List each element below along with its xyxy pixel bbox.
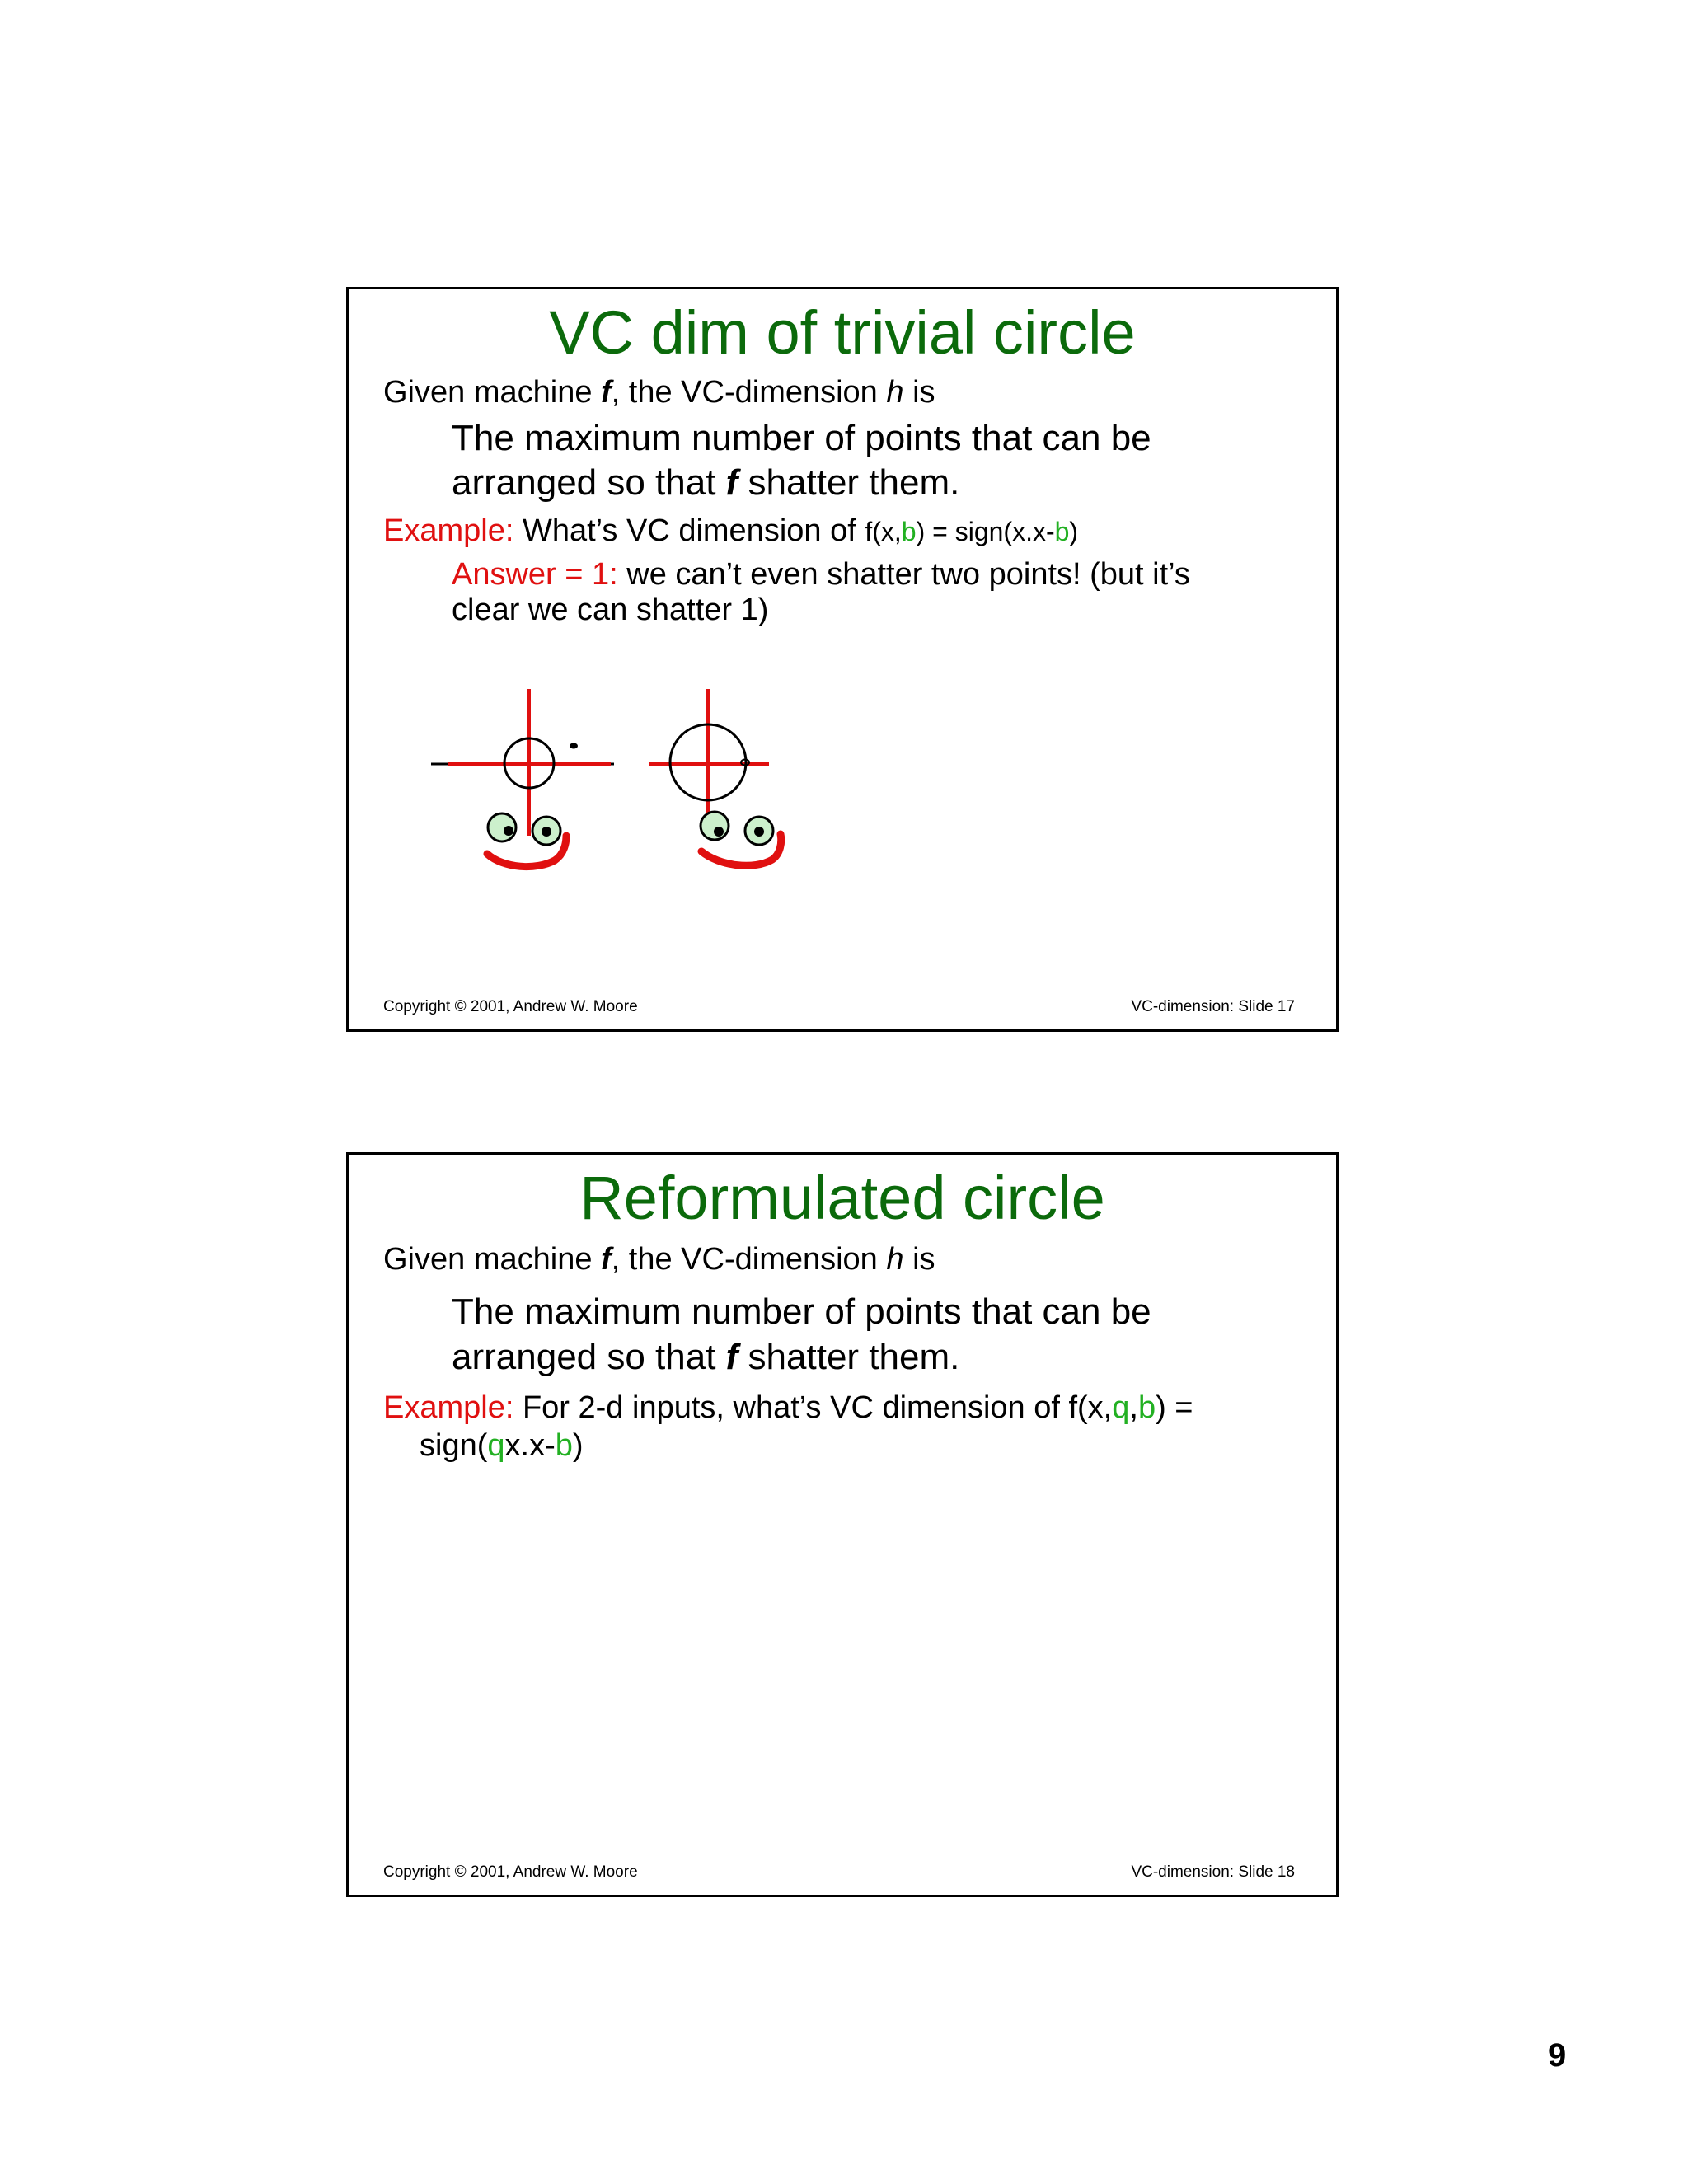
slide-number-footer: VC-dimension: Slide 18 xyxy=(1131,1863,1295,1881)
right-eye-1 xyxy=(701,812,729,840)
left-diagram xyxy=(431,689,614,867)
left-point xyxy=(570,743,578,749)
definition-line-2: arranged so that f shatter them. xyxy=(452,1337,960,1377)
slide-title: Reformulated circle xyxy=(579,1164,1105,1232)
slide-18 xyxy=(346,1152,1339,1897)
copyright-footer: Copyright © 2001, Andrew W. Moore xyxy=(383,1863,638,1881)
definition-line-1: The maximum number of points that can be xyxy=(452,1291,1151,1332)
slide-title: VC dim of trivial circle xyxy=(549,298,1136,367)
intro-line: Given machine f, the VC-dimension h is xyxy=(383,1242,935,1277)
definition-line-2: arranged so that f shatter them. xyxy=(452,462,960,503)
example-line-2: sign(qx.x-b) xyxy=(420,1428,584,1463)
circle-illustration xyxy=(431,689,860,903)
answer-line-1: Answer = 1: we can’t even shatter two points! (but it’s xyxy=(452,557,1190,592)
example-line: Example: What’s VC dimension of f(x,b) = sign(x.x-b) xyxy=(383,513,1079,548)
slide-17 xyxy=(346,287,1339,1032)
page-number: 9 xyxy=(1548,2037,1567,2074)
definition-line-1: The maximum number of points that can be xyxy=(452,418,1151,458)
copyright-footer: Copyright © 2001, Andrew W. Moore xyxy=(383,998,638,1015)
example-line-1: Example: For 2-d inputs, what’s VC dimension of f(x,q,b) = xyxy=(383,1390,1193,1425)
slide-number-footer: VC-dimension: Slide 17 xyxy=(1131,998,1295,1015)
answer-line-2: clear we can shatter 1) xyxy=(452,593,769,627)
intro-line: Given machine f, the VC-dimension h is xyxy=(383,375,935,410)
right-diagram xyxy=(649,689,781,865)
